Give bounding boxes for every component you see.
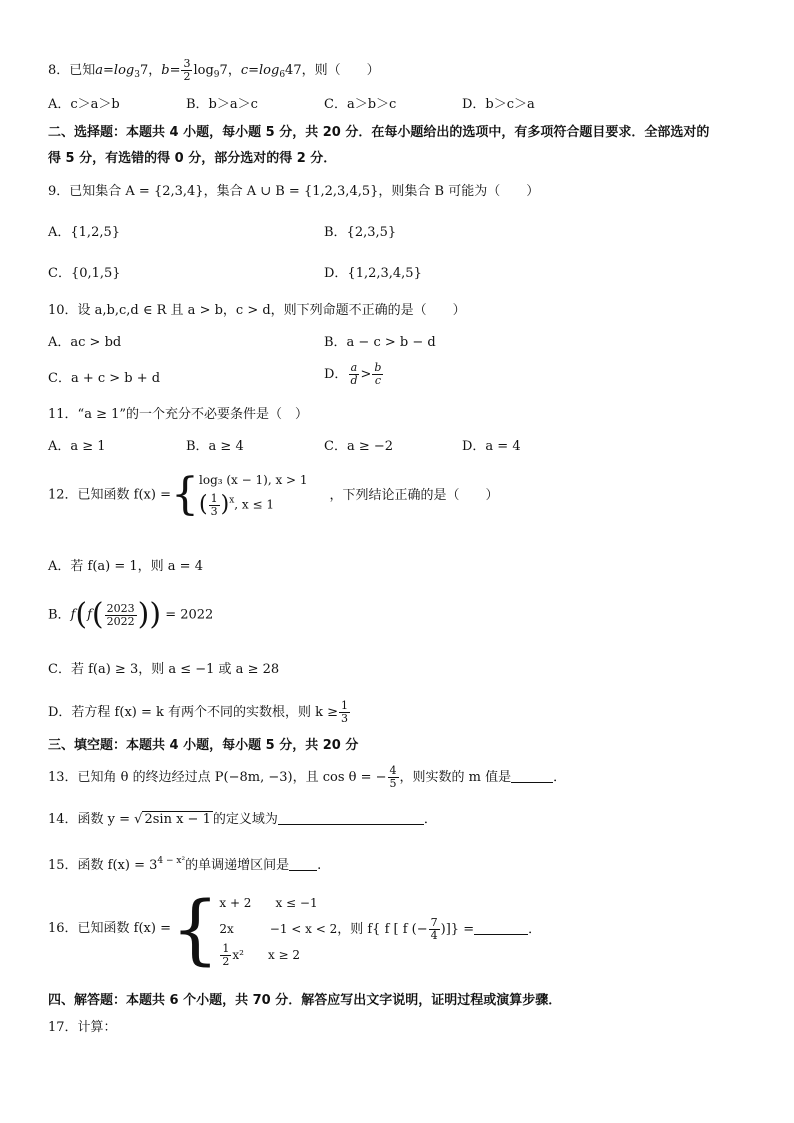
question-15: 15．函数 $f(x) = 3^{4 - x^2}$的单调递增区间是 . xyxy=(48,856,322,873)
q12-option-d: D．若方程 f(x) = k 有两个不同的实数根，则 k ≥ $\frac{1}{3}$ xyxy=(48,699,349,725)
q8-a-base: 3 xyxy=(134,70,140,80)
q12-brace: { xyxy=(171,469,199,520)
q16-fraction: $\frac{7}{4}$ xyxy=(430,915,438,942)
q15-answer-blank[interactable] xyxy=(289,858,317,871)
q8-a-expr: a=log xyxy=(95,63,135,78)
q8-b-fraction: $\frac{3}{2}$ xyxy=(183,57,191,83)
question-16: 16．已知函数 f(x) ={ x + 2 x ≤ −1 2x −1 < x < 2 $\frac{1}{2}$ x² x ≥ 2 ，则 f{ f [ f (− $\frac{7}{4}$ )]} = ． xyxy=(48,884,542,973)
q8-b-arg: 7 xyxy=(219,63,228,78)
q8-b-log: log xyxy=(193,63,214,78)
q8-prefix: 8．已知 xyxy=(48,63,96,78)
q8-option-b: B．b＞a＞c xyxy=(186,97,258,112)
q12-option-b: B．f(f( $\frac{2023}{2022}$ )) = 2022 xyxy=(48,597,214,632)
q13-fraction: $\frac{4}{5}$ xyxy=(389,764,397,790)
q10-option-d: D． $\frac{a}{d}$ > $\frac{b}{c}$ xyxy=(324,361,382,387)
q8-c-arg: 47 xyxy=(285,63,302,78)
q8-suffix: ，则（ ） xyxy=(301,63,380,78)
q16-answer-blank[interactable] xyxy=(474,922,528,935)
question-8: 8．已知$a=\log_37$，b= $\frac{3}{2}$ $\log_97$，$c=\log_647$，则（ ） xyxy=(48,57,380,83)
q9-option-c: C．{0,1,5} xyxy=(48,266,121,281)
q8-option-c: C．a＞b＞c xyxy=(324,97,397,112)
q12-b-fraction: $\frac{2023}{2022}$ xyxy=(106,601,135,628)
q8-c-expr: c=log xyxy=(240,63,280,78)
q9-option-a: A．{1,2,5} xyxy=(48,225,121,240)
section-2-heading-line1: 二、选择题：本题共 4 小题，每小题 5 分，共 20 分．在每小题给出的选项中，有多项符合题目要求．全部选对的 xyxy=(48,125,710,140)
q8-b-expr: b= xyxy=(161,63,181,78)
section-4-heading: 四、解答题：本题共 6 个小题，共 70 分．解答应写出文字说明，证明过程或演算步骤． xyxy=(48,993,562,1008)
q10-option-a: A．ac > bd xyxy=(48,335,122,350)
q11-option-d: D．a = 4 xyxy=(462,439,521,454)
q11-option-b: B．a ≥ 4 xyxy=(186,439,244,454)
question-17: 17．计算： xyxy=(48,1020,117,1035)
q8-c-base: 6 xyxy=(279,70,286,80)
q12-option-c: C．若 f(a) ≥ 3，则 a ≤ −1 或 a ≥ 28 xyxy=(48,662,280,677)
question-13: 13．已知角 θ 的终边经过点 P(−8m, −3)，且 cos θ = − $\frac{4}{5}$ ，则实数的 m 值是 ． xyxy=(48,764,567,790)
q10-option-c: C．a + c > b + d xyxy=(48,371,161,386)
q11-option-a: A．a ≥ 1 xyxy=(48,439,106,454)
q12-piece-1: log₃ (x − 1), x > 1 xyxy=(199,473,308,487)
q11-option-c: C．a ≥ −2 xyxy=(324,439,394,454)
q16-pieces: x + 2 x ≤ −1 2x −1 < x < 2 $\frac{1}{2}$ x² x ≥ 2 xyxy=(219,896,338,968)
section-3-heading: 三、填空题：本题共 4 小题，每小题 5 分，共 20 分 xyxy=(48,738,359,753)
q12-suffix: ，下列结论正确的是（ ） xyxy=(329,487,499,503)
q9-option-d: D．{1,2,3,4,5} xyxy=(324,266,422,281)
q12-pieces xyxy=(199,470,308,520)
q12-piece-2: ( $\frac{1}{3}$ )$^x$, x ≤ 1 xyxy=(199,491,274,518)
q8-option-d: D．b＞c＞a xyxy=(462,97,535,112)
q12-prefix: 12．已知函数 f(x) = xyxy=(48,487,171,503)
q15-exponent: 4 − x² xyxy=(157,856,186,866)
question-12 xyxy=(48,470,499,520)
q14-answer-blank[interactable] xyxy=(278,812,424,825)
q16-brace: { xyxy=(171,884,220,973)
question-11: 11．“a ≥ 1”的一个充分不必要条件是（ ） xyxy=(48,407,309,422)
q13-answer-blank[interactable] xyxy=(511,770,553,783)
question-10: 10．设 a,b,c,d ∈ R 且 a > b，c > d，则下列命题不正确的是（ ） xyxy=(48,303,466,318)
q12-option-a: A．若 f(a) = 1，则 a = 4 xyxy=(48,559,203,574)
section-2-heading-line2: 得 5 分，有选错的得 0 分，部分选对的得 2 分． xyxy=(48,151,337,166)
q10-option-b: B．a − c > b − d xyxy=(324,335,436,350)
q12-d-fraction: $\frac{1}{3}$ xyxy=(341,699,349,725)
q10-d-fraction-2: $\frac{b}{c}$ xyxy=(374,361,382,387)
question-14: 14．函数 y = √ 2sin x − 1 的定义域为 ． xyxy=(48,812,437,827)
question-9: 9．已知集合 A = {2,3,4}，集合 A ∪ B = {1,2,3,4,5}，则集合 B 可能为（ ） xyxy=(48,184,540,199)
q10-d-fraction-1: $\frac{a}{d}$ xyxy=(350,361,358,387)
q9-option-b: B．{2,3,5} xyxy=(324,225,397,240)
q14-radicand: 2sin x − 1 xyxy=(144,812,211,827)
q8-b-base: 9 xyxy=(213,70,220,80)
q8-a-arg: 7 xyxy=(139,63,149,78)
q8-option-a: A．c＞a＞b xyxy=(48,97,120,112)
